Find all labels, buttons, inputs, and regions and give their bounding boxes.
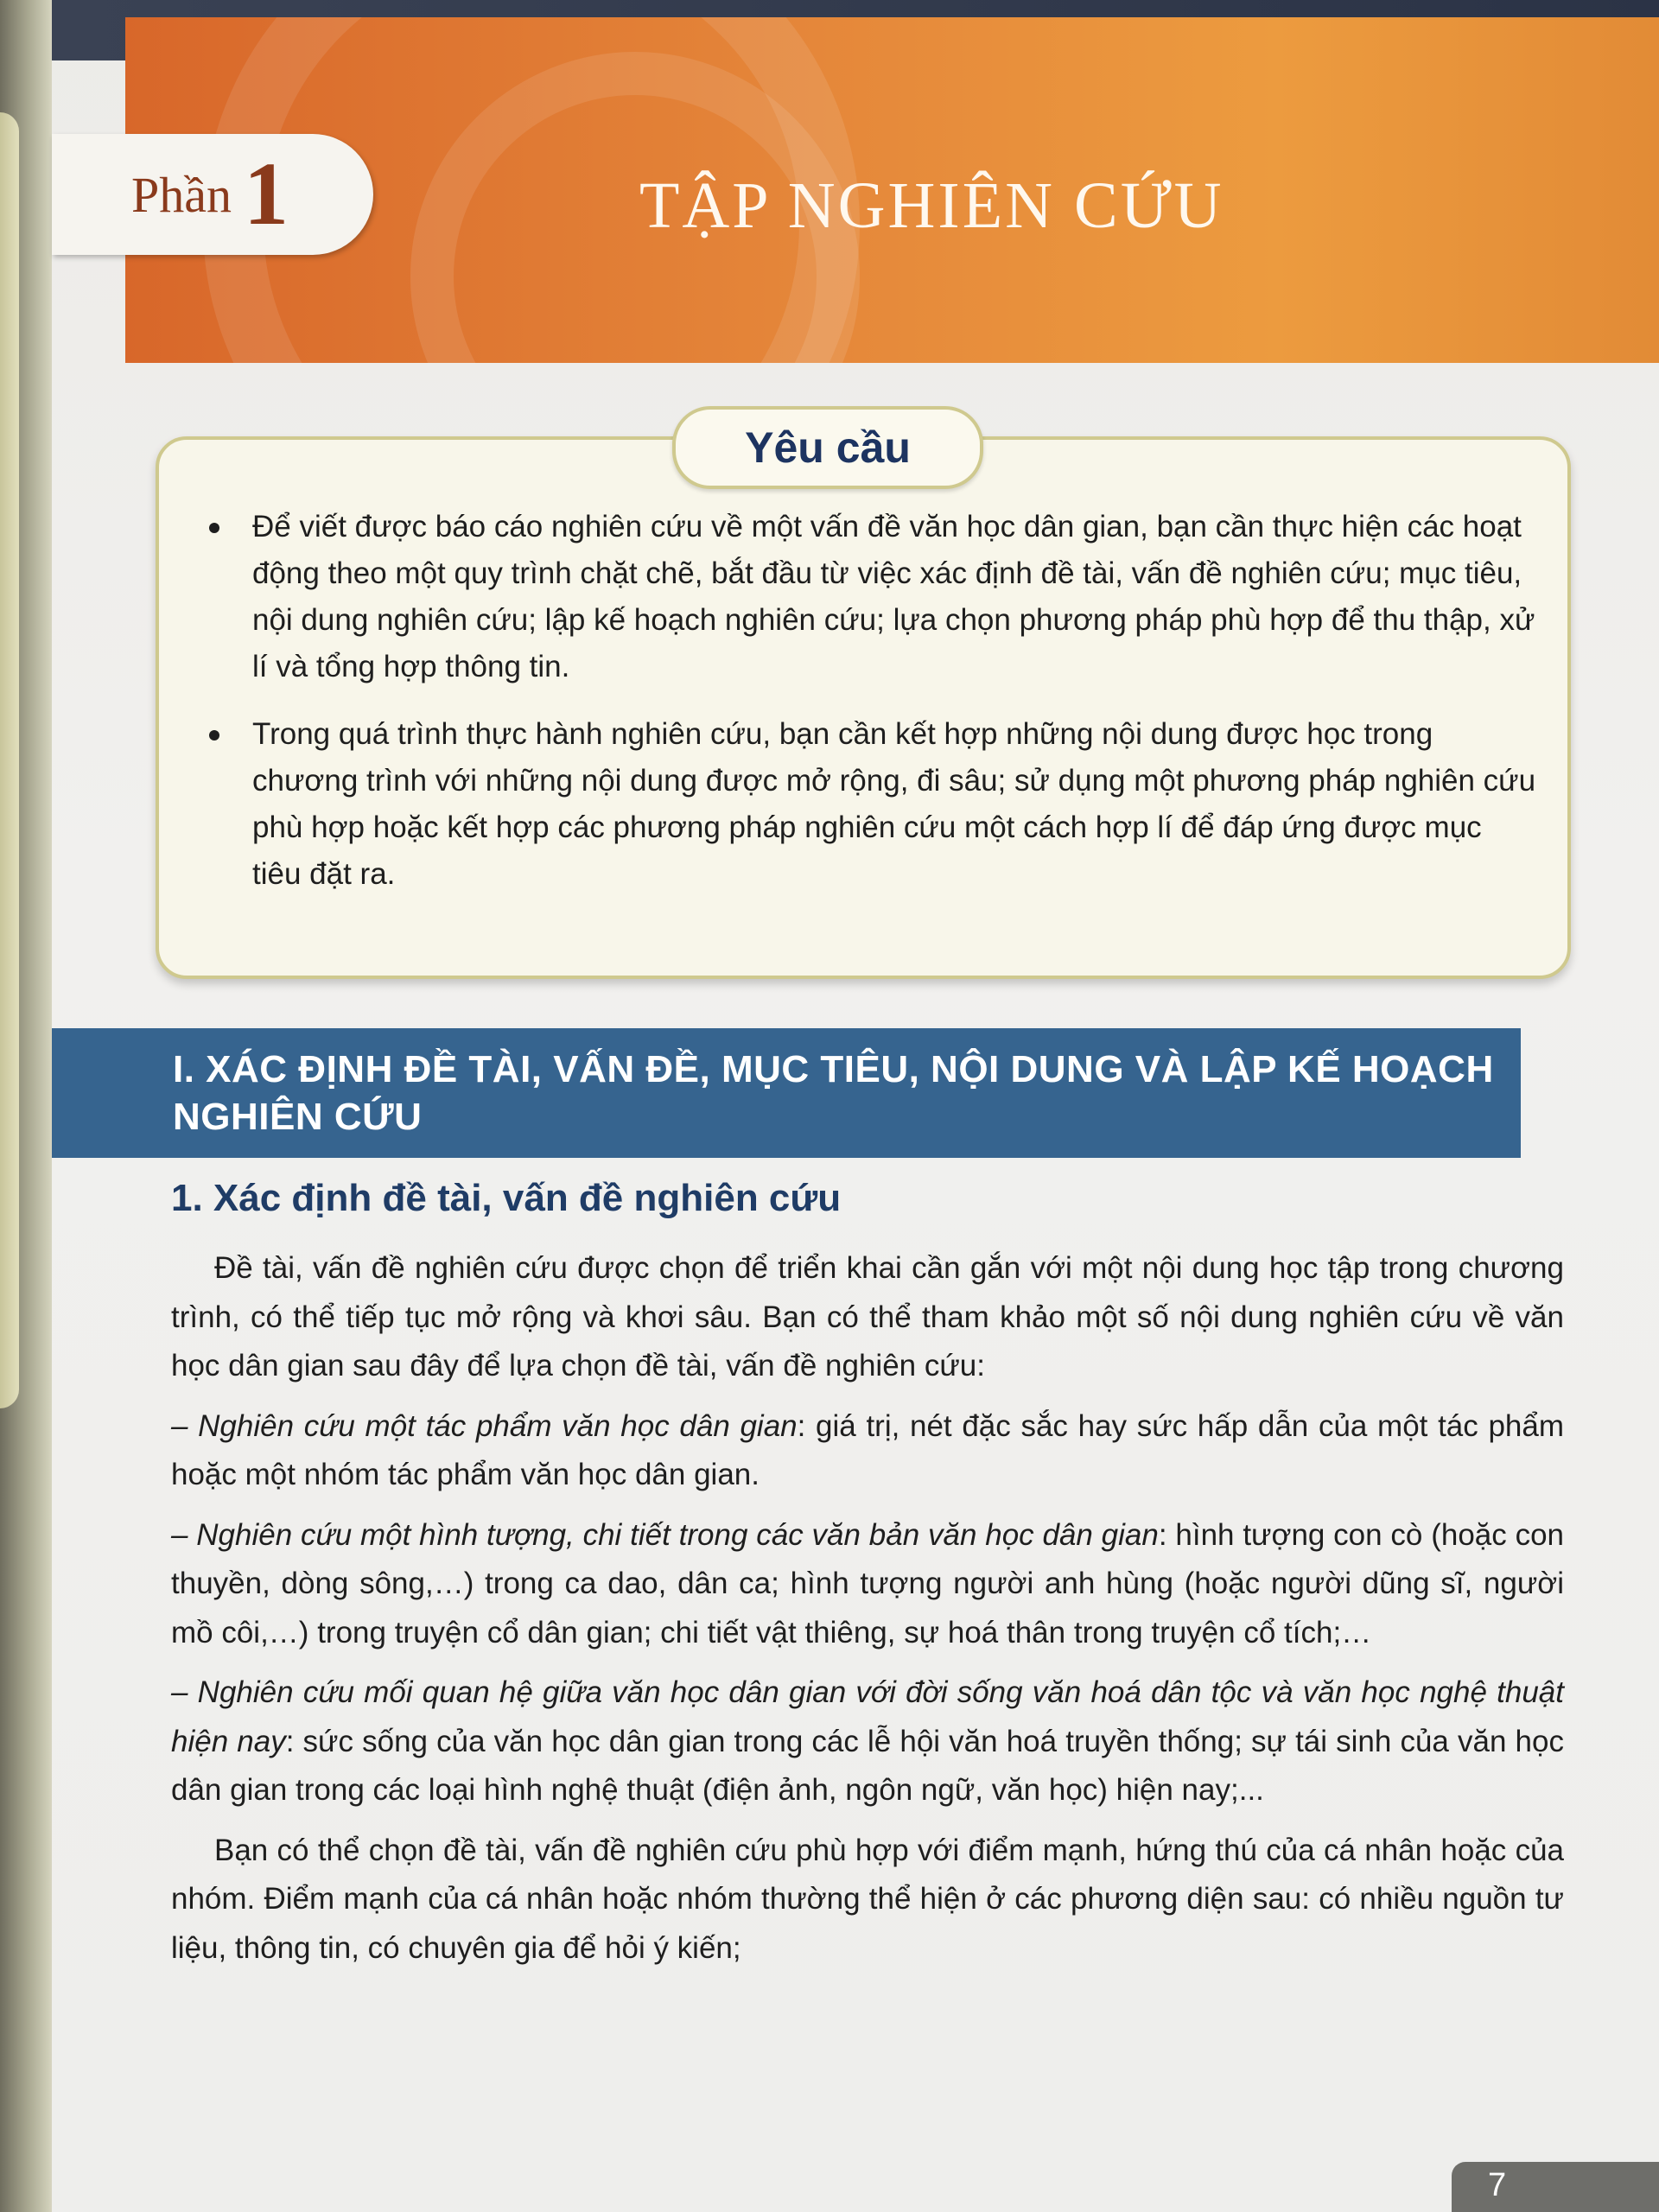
paragraph-item <box>171 1402 1564 1500</box>
part-title: TẬP NGHIÊN CỨU <box>639 169 1224 242</box>
body-text <box>171 1244 1564 1984</box>
part-number: 1 <box>244 144 289 244</box>
page-number-tab <box>1452 2162 1659 2212</box>
requirement-text: Để viết được báo cáo nghiên cứu về một vấn đề văn học dân gian, bạn cần thực hiện các hoạt động theo một quy trình chặt chẽ, bắt đầu từ việc xác định đề tài, vấn đề nghiên cứu; mục tiêu, nội dung nghiên cứu; lập kế hoạch nghiên cứu; lựa chọn phương pháp phù hợp để thu thập, xử lí và tổng hợp thông tin. <box>252 510 1535 683</box>
book-page <box>52 0 1659 2212</box>
list-item <box>206 711 1536 898</box>
binding-shadow <box>0 112 19 1408</box>
requirement-text: Trong quá trình thực hành nghiên cứu, bạn cần kết hợp những nội dung được học trong chương trình với những nội dung được mở rộng, đi sâu; sử dụng một phương pháp nghiên cứu phù hợp hoặc kết hợp các phương pháp nghiên cứu một cách hợp lí để đáp ứng được mục tiêu đặt ra. <box>252 717 1536 891</box>
item-lead: – Nghiên cứu một tác phẩm văn học dân gian <box>171 1408 798 1443</box>
part-word: Phần <box>131 166 232 223</box>
paragraph-intro: Đề tài, vấn đề nghiên cứu được chọn để triển khai cần gắn với một nội dung học tập trong chương trình, có thể tiếp tục mở rộng và khơi sâu. Bạn có thể tham khảo một số nội dung nghiên cứu về văn học dân gian sau đây để lựa chọn đề tài, vấn đề nghiên cứu: <box>171 1251 1564 1382</box>
list-item <box>206 504 1536 690</box>
item-lead: – Nghiên cứu mối quan hệ giữa văn học dân gian với đời sống văn hoá dân tộc và văn học nghệ thuật hiện nay <box>171 1675 1564 1758</box>
item-lead: – Nghiên cứu một hình tượng, chi tiết trong các văn bản văn học dân gian <box>171 1517 1159 1552</box>
requirements-list <box>206 504 1536 918</box>
section-title: I. XÁC ĐỊNH ĐỀ TÀI, VẤN ĐỀ, MỤC TIÊU, NỘI DUNG VÀ LẬP KẾ HOẠCH NGHIÊN CỨU <box>173 1048 1494 1138</box>
part-tab <box>52 134 373 255</box>
page-number: 7 <box>1488 2167 1507 2203</box>
bullet-icon <box>209 730 219 741</box>
paragraph-item <box>171 1669 1564 1815</box>
paragraph-item <box>171 1511 1564 1658</box>
bullet-icon <box>209 523 219 533</box>
requirements-label: Yêu cầu <box>672 406 983 489</box>
item-rest: : giá trị, nét đặc sắc hay sức hấp dẫn của một tác phẩm hoặc một nhóm tác phẩm văn học dân gian. <box>171 1408 1564 1491</box>
item-rest: : sức sống của văn học dân gian trong các lễ hội văn hoá truyền thống; sự tái sinh của văn học dân gian trong các loại hình nghệ thuật (điện ảnh, ngôn ngữ, văn học) hiện nay;... <box>171 1724 1564 1807</box>
item-rest: : hình tượng con cò (hoặc con thuyền, dòng sông,…) trong ca dao, dân ca; hình tượng người anh hùng (hoặc người dũng sĩ, người mồ côi,…) trong truyện cổ dân gian; chi tiết vật thiêng, sự hoá thân trong truyện cổ tích;… <box>171 1517 1565 1649</box>
paragraph-closing: Bạn có thể chọn đề tài, vấn đề nghiên cứu phù hợp với điểm mạnh, hứng thú của cá nhân hoặc của nhóm. Điểm mạnh của cá nhân hoặc nhóm thường thể hiện ở các phương diện sau: có nhiều nguồn tư liệu, thông tin, có chuyên gia để hỏi ý kiến; <box>171 1833 1564 1965</box>
subsection-title: 1. Xác định đề tài, vấn đề nghiên cứu <box>171 1177 842 1219</box>
section-heading-band <box>52 1028 1521 1158</box>
